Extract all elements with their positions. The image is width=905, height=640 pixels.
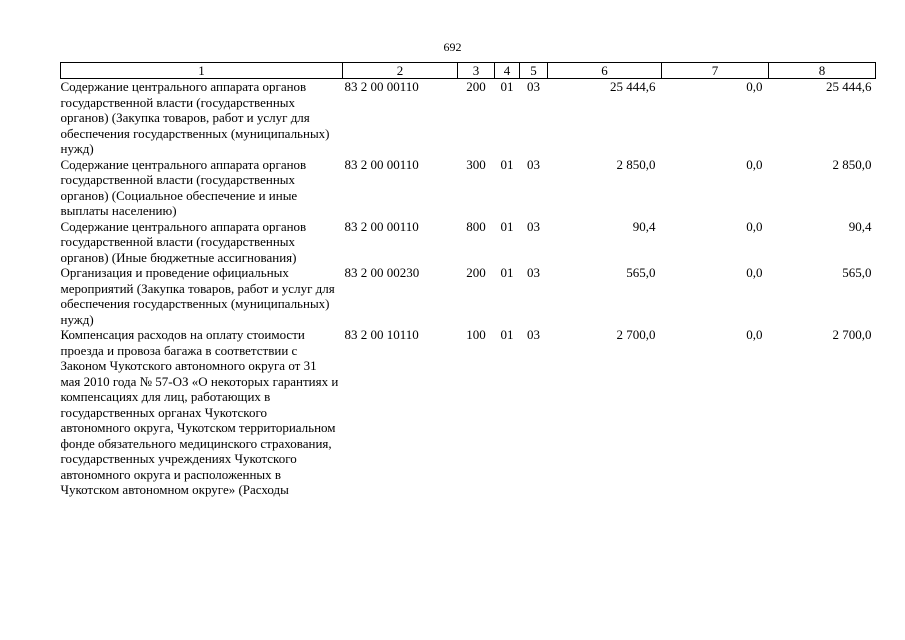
row-section: 01 [500,265,514,280]
row-section: 01 [500,156,514,172]
table-row [61,265,876,327]
row-amount-7: 0,0 [746,265,763,280]
column-header-5: 5 [520,63,548,79]
row-section: 01 [500,327,514,342]
row-type-code: 300 [466,156,486,172]
row-amount-8: 2 700,0 [832,327,872,342]
row-amount-6: 565,0 [626,265,656,280]
row-amount-7: 0,0 [746,218,763,234]
row-amount-8: 2 850,0 [832,156,872,172]
row-amount-6: 90,4 [632,218,656,234]
row-amount-7: 0,0 [746,79,763,94]
row-subsection: 03 [527,156,540,172]
table-row [61,157,876,219]
column-header-4: 4 [495,63,520,79]
row-code: 83 2 00 00230 [344,265,420,280]
page-number: 692 [443,40,462,54]
row-name: Организация и проведение официальных мероприятий (Закупка товаров, работ и услуг для обеспечения государственных (муниципальных) нужд) [60,265,335,327]
column-header-2: 2 [343,63,458,79]
row-amount-8: 565,0 [842,265,872,280]
row-code: 83 2 00 00110 [344,156,419,172]
table-row [61,79,876,157]
table-header [61,63,876,79]
row-type-code: 100 [466,327,486,342]
row-subsection: 03 [527,265,540,280]
table-row [61,219,876,266]
row-subsection: 03 [527,218,540,234]
row-name: Содержание центрального аппарата органов государственной власти (государственных органов) (Закупка товаров, работ и услуг для обеспечения государственных (муниципальных) нужд) [60,79,330,156]
header-row [61,63,876,79]
column-header-8: 8 [769,63,876,79]
row-type-code: 800 [466,218,486,234]
row-amount-8: 90,4 [848,218,872,234]
column-header-3: 3 [458,63,495,79]
row-code: 83 2 00 10110 [344,327,419,342]
table-body [61,79,876,498]
row-name: Содержание центрального аппарата органов государственной власти (государственных органов) (Иные бюджетные ассигнования) [60,218,307,265]
row-type-code: 200 [466,79,486,94]
column-header-1: 1 [61,63,343,79]
row-code: 83 2 00 00110 [344,79,419,94]
row-subsection: 03 [527,79,540,94]
row-amount-6: 2 700,0 [616,327,656,342]
row-subsection: 03 [527,327,540,342]
column-header-7: 7 [662,63,769,79]
row-amount-7: 0,0 [746,156,763,172]
row-section: 01 [500,79,514,94]
row-amount-6: 25 444,6 [610,79,656,94]
row-amount-6: 2 850,0 [616,156,656,172]
row-name: Компенсация расходов на оплату стоимости проезда и провоза багажа в соответствии с Законом Чукотского автономного округа от 31 мая 2010 года № 57-ОЗ «О некоторых гарантиях и компенсациях для лиц, работающих в государственных органах Чукотского автономного округа, Чукотском территориальном фонде обязательного медицинского страхования, государственных учреждениях Чукотского автономного округа и расположенных в Чукотском автономном округе» (Расходы [60,327,339,497]
row-section: 01 [500,218,514,234]
row-code: 83 2 00 00110 [344,218,419,234]
row-amount-7: 0,0 [746,327,763,342]
row-amount-8: 25 444,6 [826,79,872,94]
row-type-code: 200 [466,265,486,280]
budget-table [60,62,876,498]
table-row [61,327,876,498]
row-name: Содержание центрального аппарата органов государственной власти (государственных органов) (Социальное обеспечение и иные выплаты населению) [60,156,307,218]
column-header-6: 6 [548,63,662,79]
